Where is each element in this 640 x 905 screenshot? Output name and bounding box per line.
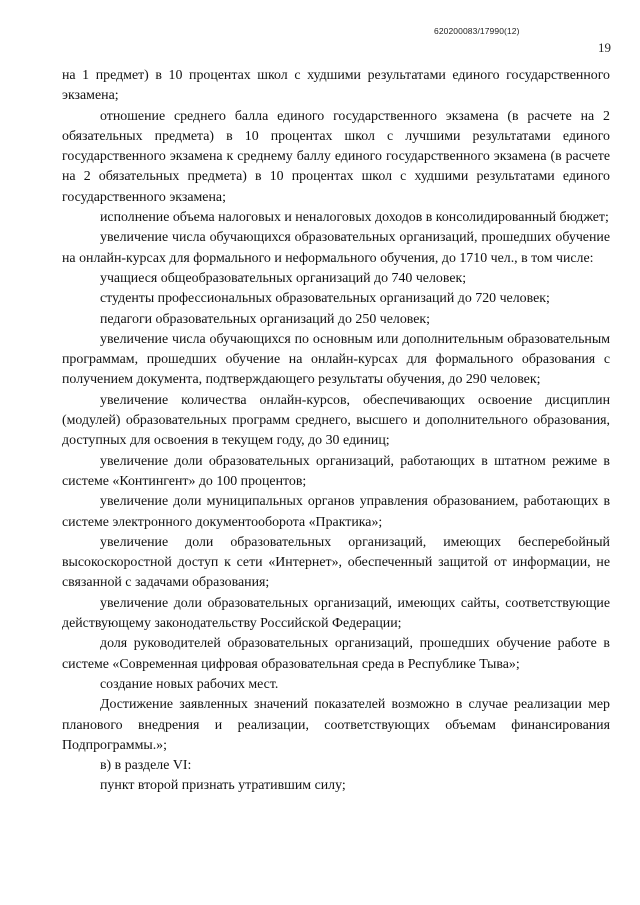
paragraph-internet-access: увеличение доли образовательных организаций, имеющих бесперебойный высокоскоростной доступ к сети «Интернет», обеспеченный защитой от информации, не связанной с задачами образования; xyxy=(62,534,610,591)
paragraph-praktika: увеличение доли муниципальных органов управления образованием, работающих в системе электронного документооборота «Практика»; xyxy=(62,494,610,530)
paragraph-formal-education: увеличение числа обучающихся по основным или дополнительным образовательным программам, прошедших обучение на онлайн-курсах для формального образования с получением документа, подтверждающего результаты обучения, до 290 человек; xyxy=(62,331,610,388)
paragraph-websites: увеличение доли образовательных организаций, имеющих сайты, соответствующие действующему законодательству Российской Федерации; xyxy=(62,595,610,632)
paragraph-teachers: педагоги образовательных организаций до 250 человек; xyxy=(100,311,431,327)
paragraph-college-students: студенты профессиональных образовательных организаций до 720 человек; xyxy=(100,291,550,307)
document-body xyxy=(62,66,610,797)
paragraph-kontingent: увеличение доли образовательных организаций, работающих в штатном режиме в системе «Контингент» до 100 процентов; xyxy=(62,453,610,489)
paragraph-achievement: Достижение заявленных значений показателей возможно в случае реализации мер планового внедрения и реализации, соответствующих объемам финансирования Подпрограммы.»; xyxy=(62,697,610,753)
page-number: 19 xyxy=(598,40,611,55)
paragraph-online-courses-students: увеличение числа обучающихся образовательных организаций, прошедших обучение на онлайн-курсах для формального и неформального обучения, до 1710 чел., в том числе: xyxy=(62,230,610,266)
paragraph-new-jobs: создание новых рабочих мест. xyxy=(100,676,279,692)
paragraph-continuation: на 1 предмет) в 10 процентах школ с худшими результатами единого государственного экзамена; xyxy=(62,68,610,104)
paragraph-section-vi: в) в разделе VI: xyxy=(100,758,192,774)
paragraph-managers-training: доля руководителей образовательных организаций, прошедших обучение работе в системе «Современная цифровая образовательная среда в Республике Тыва»; xyxy=(62,636,610,672)
paragraph-tax-revenue: исполнение объема налоговых и неналоговых доходов в консолидированный бюджет; xyxy=(100,210,609,226)
paragraph-school-students: учащиеся общеобразовательных организаций до 740 человек; xyxy=(100,270,467,286)
paragraph-online-courses-count: увеличение количества онлайн-курсов, обеспечивающих освоение дисциплин (модулей) образовательных программ среднего, высшего и дополнительного образования, доступных для освоения в текущем году, до 30 единиц; xyxy=(62,392,610,449)
paragraph-second-item: пункт второй признать утратившим силу; xyxy=(100,778,346,794)
paragraph-avg-score-ratio: отношение среднего балла единого государственного экзамена (в расчете на 2 обязательных предмета) в 10 процентах школ с лучшими результатами единого государственного экзамена к среднему баллу единого государственного экзамена (в расчете на 2 обязательных предмета) в 10 процентах школ с худшими результатами единого государственного экзамена; xyxy=(62,108,610,205)
document-number: 620200083/17990(12) xyxy=(434,26,520,36)
